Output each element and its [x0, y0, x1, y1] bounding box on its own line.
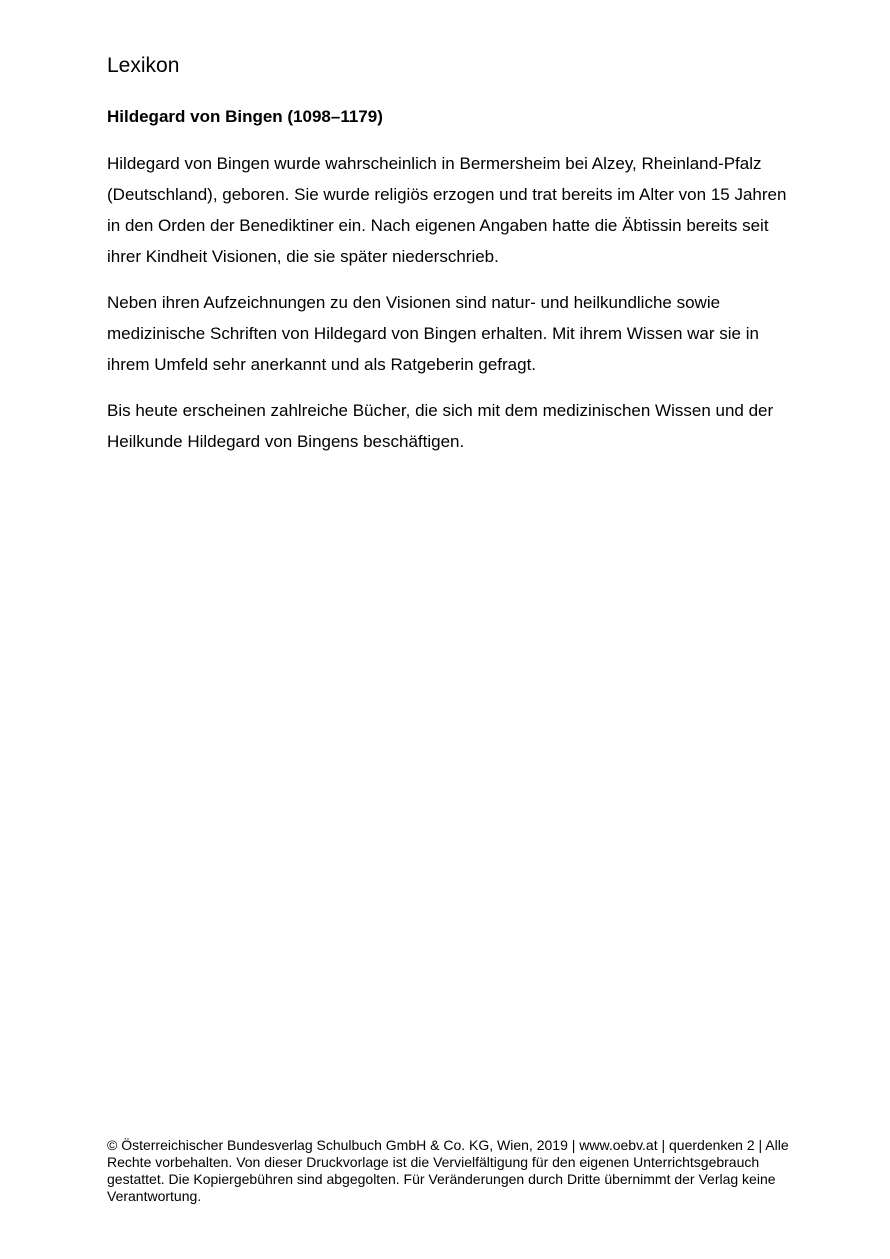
- section-heading: Lexikon: [107, 54, 180, 77]
- paragraph-1: Hildegard von Bingen wurde wahrscheinlich in Bermersheim bei Alzey, Rheinland-Pfalz (Deutschland), geboren. Sie wurde religiös erzogen und trat bereits im Alter von 15 Jahren in den Orden der Benediktiner ein. Nach eigenen Angaben hatte die Äbtissin bereits seit ihrer Kindheit Visionen, die sie später niederschrieb.: [107, 154, 787, 266]
- copyright-footer: © Österreichischer Bundesverlag Schulbuch GmbH & Co. KG, Wien, 2019 | www.oebv.at | querdenken 2 | Alle Rechte vorbehalten. Von dieser Druckvorlage ist die Vervielfältigung für den eigenen Unterrichtsgebrauch gestattet. Die Kopiergebühren sind abgegolten. Für Veränderungen durch Dritte übernimmt der Verlag keine Verantwortung.: [107, 1137, 789, 1204]
- paragraph-2: Neben ihren Aufzeichnungen zu den Visionen sind natur- und heilkundliche sowie medizinische Schriften von Hildegard von Bingen erhalten. Mit ihrem Wissen war sie in ihrem Umfeld sehr anerkannt und als Ratgeberin gefragt.: [107, 293, 759, 374]
- article-body: [107, 148, 797, 472]
- paragraph-3: Bis heute erscheinen zahlreiche Bücher, die sich mit dem medizinischen Wissen und der Heilkunde Hildegard von Bingens beschäftigen.: [107, 401, 774, 451]
- article-title: Hildegard von Bingen (1098–1179): [107, 107, 383, 126]
